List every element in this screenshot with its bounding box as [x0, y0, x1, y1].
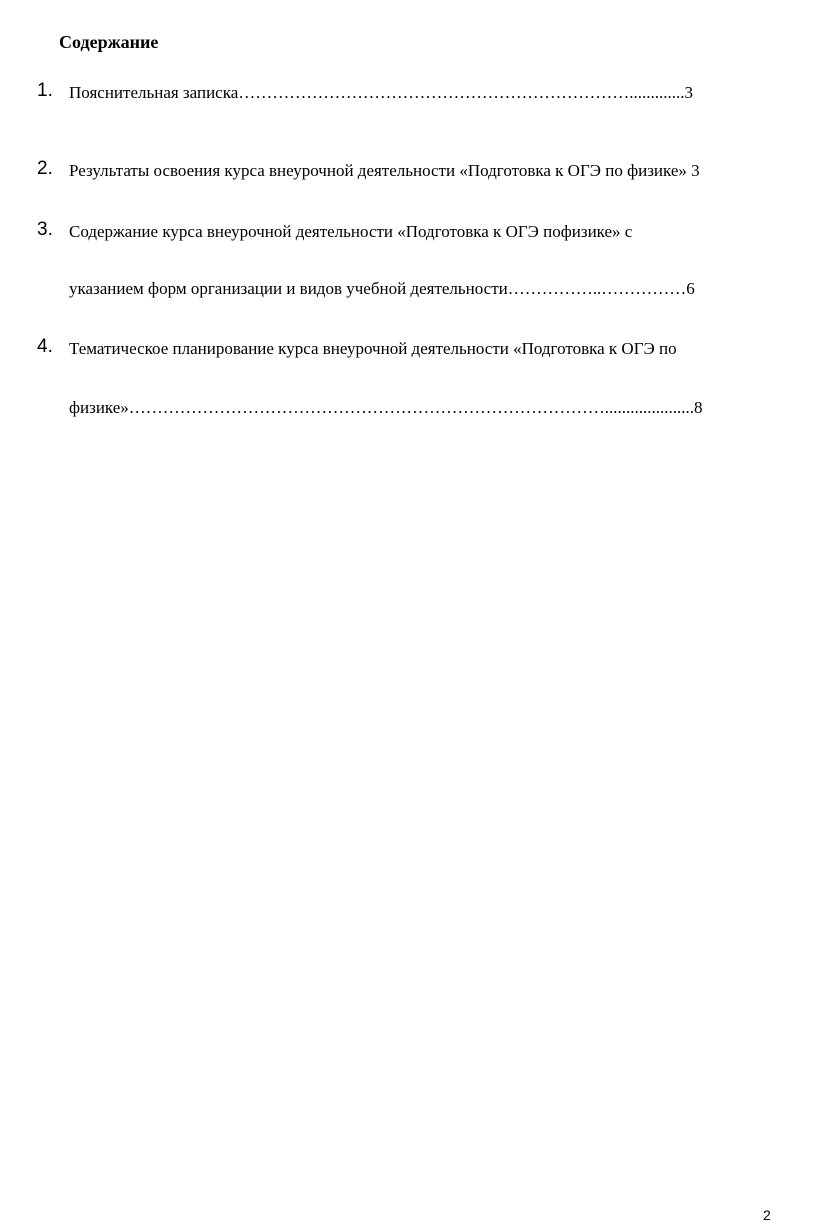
toc-item-text: Тематическое планирование курса внеурочной деятельности «Подготовка к ОГЭ по — [69, 339, 677, 358]
toc-item-3-continuation — [0, 275, 816, 303]
toc-item-text: Содержание курса внеурочной деятельности «Подготовка к ОГЭ пофизике» с — [69, 222, 633, 241]
toc-item-2 — [0, 157, 816, 185]
toc-item-text: Результаты освоения курса внеурочной деятельности «Подготовка к ОГЭ по физике» 3 — [69, 161, 700, 180]
toc-item-number: 4. — [37, 336, 53, 357]
toc-item-number: 2. — [37, 158, 53, 179]
toc-item-3 — [0, 218, 816, 246]
toc-title: Содержание — [59, 32, 159, 52]
toc-item-4 — [0, 335, 816, 363]
toc-item-4-continuation — [0, 394, 816, 422]
toc-item-number: 1. — [37, 80, 53, 101]
page-number: 2 — [763, 1207, 771, 1223]
toc-item-text: Пояснительная записка…………………………………………………………….............3 — [69, 83, 694, 102]
toc-item-number: 3. — [37, 219, 53, 240]
toc-item-text: физике»………………………………………………………………………….....................8 — [69, 398, 703, 417]
toc-item-1 — [0, 79, 816, 107]
toc-item-text: указанием форм организации и видов учебной деятельности……………..……………6 — [69, 279, 695, 298]
